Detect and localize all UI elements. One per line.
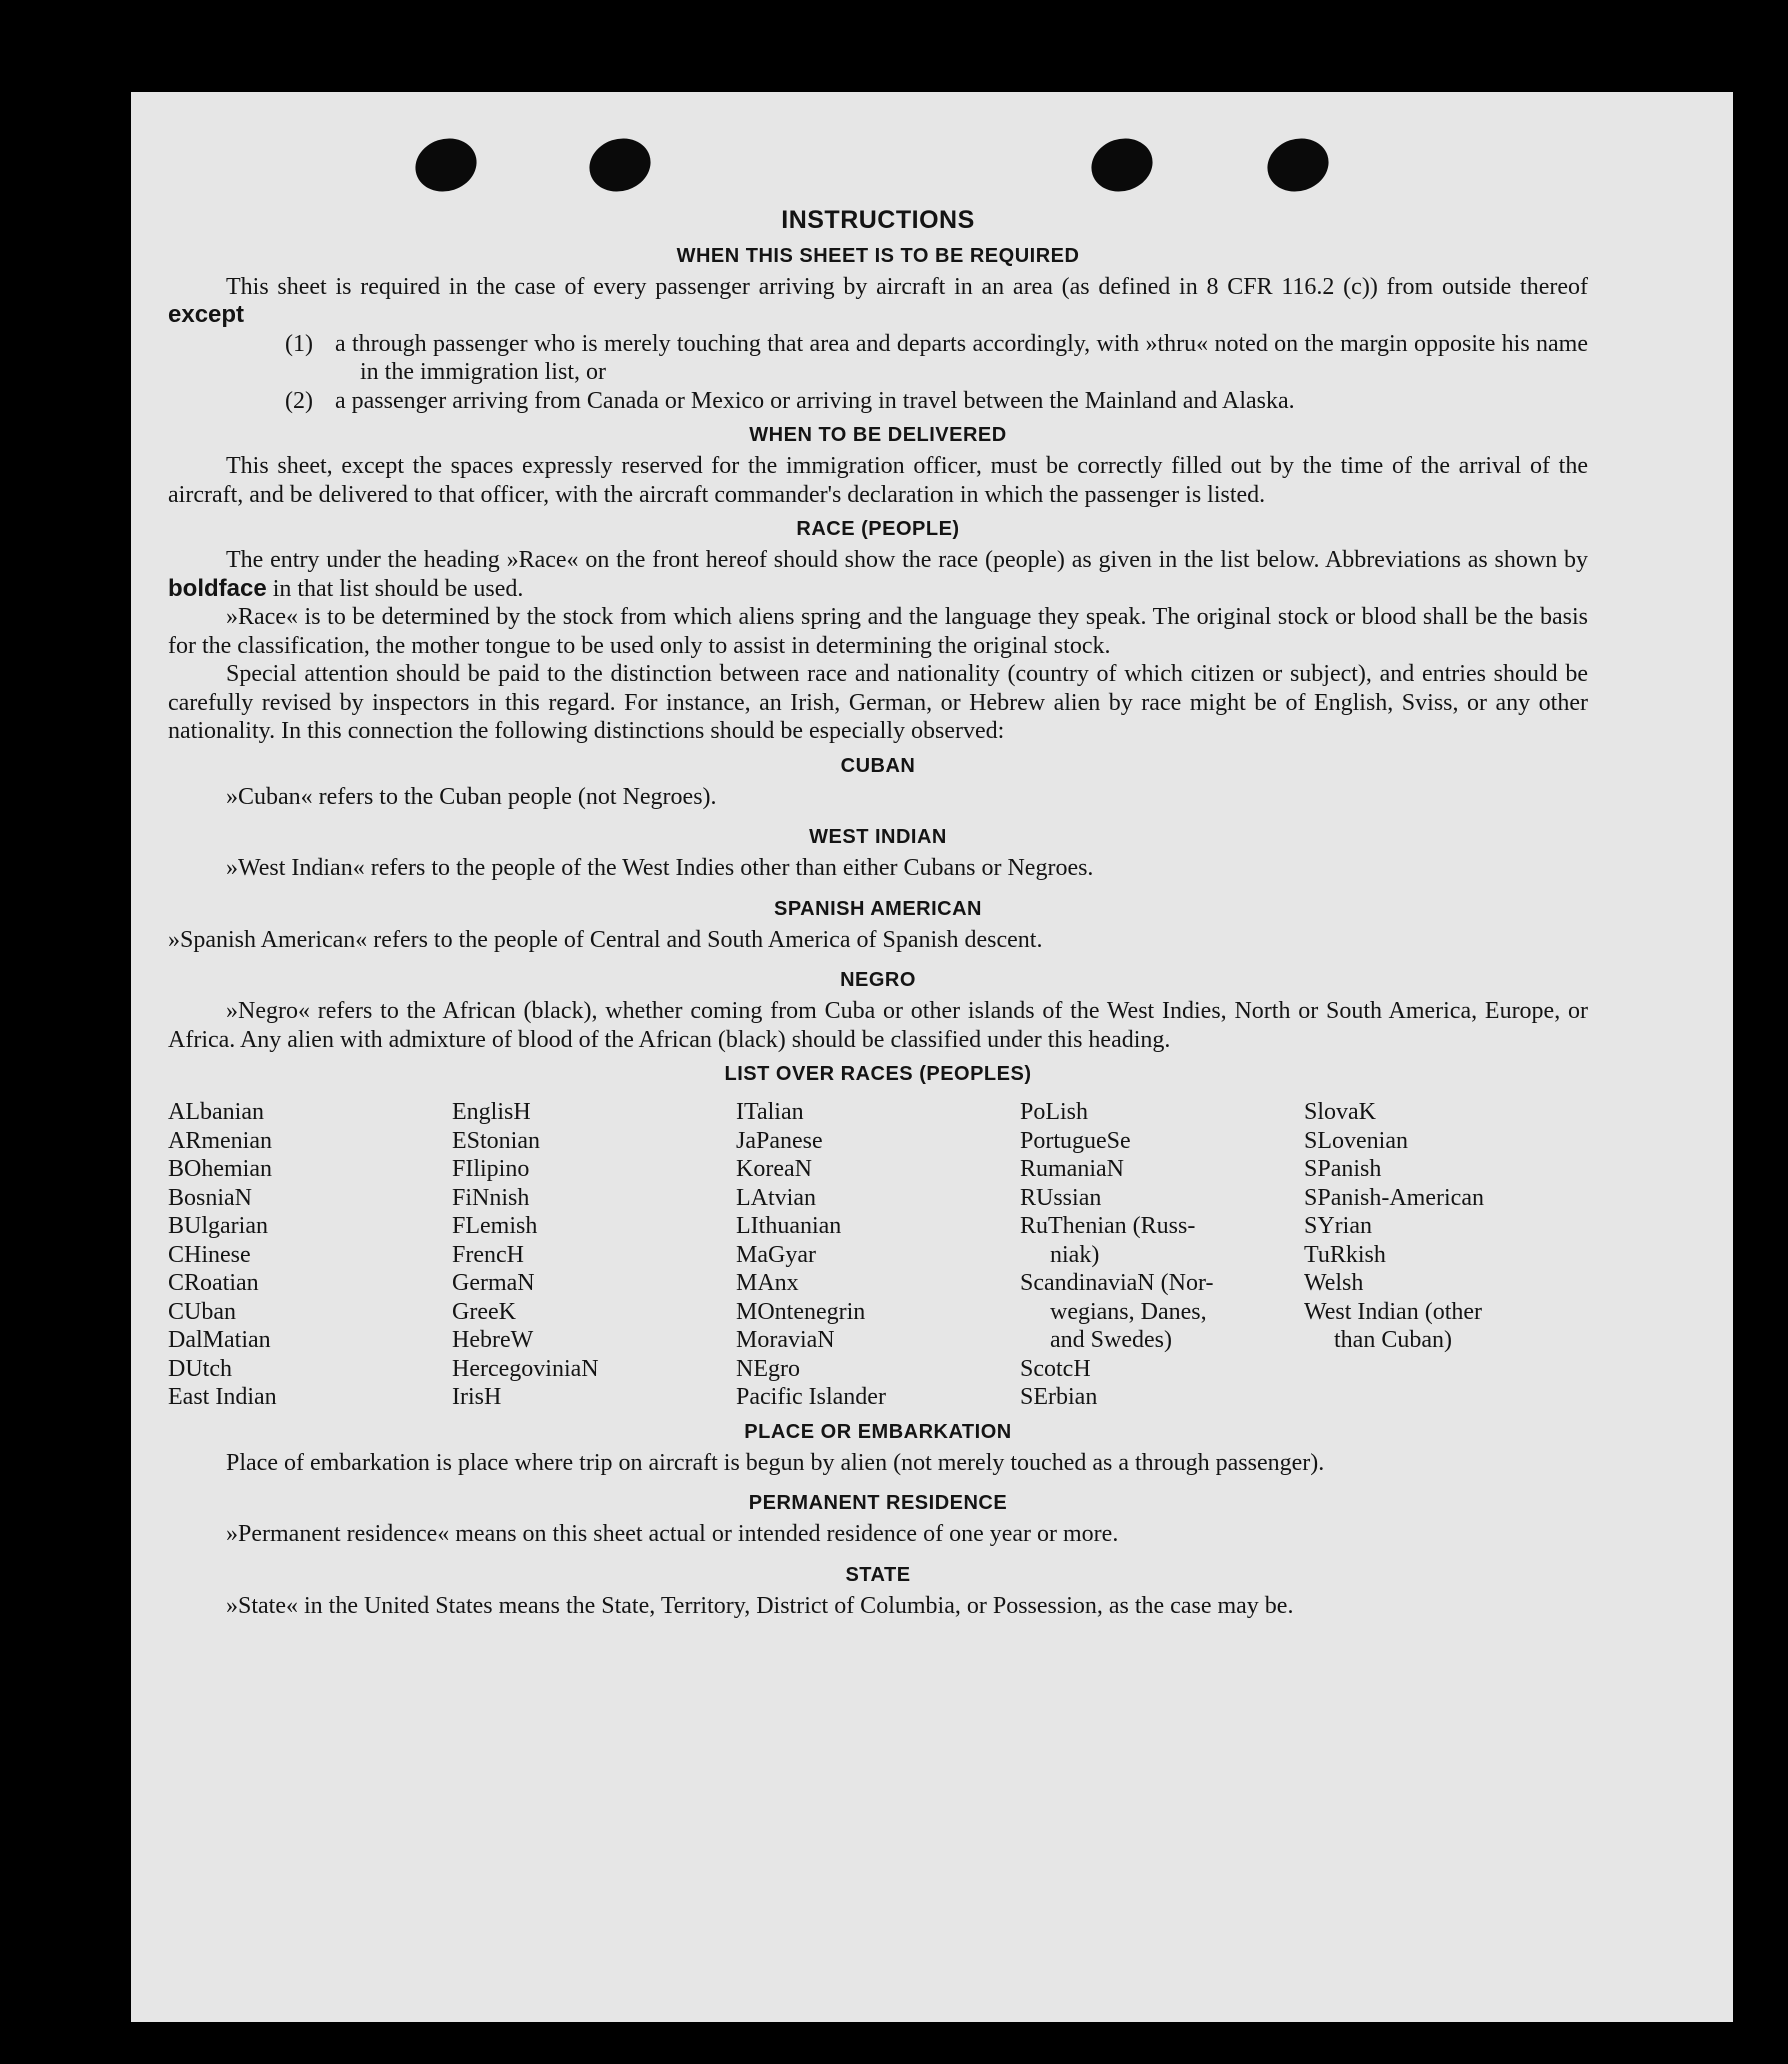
race-item: ARmenian xyxy=(168,1127,272,1154)
race-item: BOhemian xyxy=(168,1156,272,1182)
page-title: INSTRUCTIONS xyxy=(781,206,975,234)
race-column-2 xyxy=(452,1098,736,1412)
punch-hole-4 xyxy=(1260,131,1335,200)
west-indian-text: »West Indian« refers to the people of the West Indies other than either Cubans or Negroes. xyxy=(226,855,1094,881)
document-sheet xyxy=(131,92,1733,2022)
race-item-continuation: and Swedes) xyxy=(1050,1327,1172,1353)
race-item: NEgro xyxy=(736,1355,800,1382)
race-item: Welsh xyxy=(1304,1270,1364,1296)
race-item: PortugueSe xyxy=(1020,1127,1131,1154)
heading-permanent-residence: PERMANENT RESIDENCE xyxy=(748,1492,1008,1514)
race-item-continuation: than Cuban) xyxy=(1334,1327,1452,1353)
race-item: LIthuanian xyxy=(736,1213,842,1239)
residence-text: »Permanent residence« means on this sheet actual or intended residence of one year or more. xyxy=(226,1521,1119,1547)
race-paragraph-2: »Race« is to be determined by the stock from which aliens spring and the language they speak. The original stock or blood shall be the basis for the classification, the mother tongue to be used only to assist in determining the original stock. xyxy=(168,604,1588,659)
race-item: ScotcH xyxy=(1020,1355,1091,1382)
race-item: IrisH xyxy=(452,1384,502,1410)
race-item: East Indian xyxy=(168,1384,277,1410)
race-list xyxy=(168,1098,1588,1412)
race-item: HebreW xyxy=(452,1327,534,1353)
race-item: RUssian xyxy=(1020,1184,1102,1211)
race-item: SErbian xyxy=(1020,1384,1098,1410)
embarkation-text: Place of embarkation is place where trip on aircraft is begun by alien (not merely touched as a through passenger). xyxy=(226,1449,1325,1476)
race-item: ITalian xyxy=(736,1099,804,1125)
race-item: TuRkish xyxy=(1304,1241,1386,1268)
race-paragraph-1: The entry under the heading »Race« on the front hereof should show the race (people) as given in the list below. Abbreviations as shown by boldface in that list should be used. xyxy=(168,547,1588,602)
race-item: FLemish xyxy=(452,1213,538,1239)
race-item: Pacific Islander xyxy=(736,1384,886,1410)
heading-spanish-american: SPANISH AMERICAN xyxy=(773,897,982,920)
cuban-text: »Cuban« refers to the Cuban people (not Negroes). xyxy=(226,783,717,810)
race-item: SLovenian xyxy=(1304,1127,1408,1154)
race-item: PoLish xyxy=(1020,1099,1089,1125)
heading-when-delivered: WHEN TO BE DELIVERED xyxy=(749,424,1007,446)
delivered-text: This sheet, except the spaces expressly reserved for the immigration officer, must be correctly filled out by the time of the arrival of the aircraft, and be delivered to that officer, with the aircraft commander's declaration in which the passenger is listed. xyxy=(168,453,1588,508)
race-column-3 xyxy=(736,1098,1020,1412)
heading-embarkation: PLACE OR EMBARKATION xyxy=(744,1420,1012,1443)
race-item: ScandinaviaN (Nor- xyxy=(1020,1270,1214,1296)
race-item: RumaniaN xyxy=(1020,1156,1124,1182)
spanish-american-text: »Spanish American« refers to the people of Central and South America of Spanish descent. xyxy=(168,926,1043,953)
state-text: »State« in the United States means the State, Territory, District of Columbia, or Possession, as the case may be. xyxy=(226,1592,1294,1619)
race-item: BosniaN xyxy=(168,1184,252,1211)
heading-state: STATE xyxy=(845,1563,911,1586)
punch-hole-1 xyxy=(408,131,483,200)
race-item: GreeK xyxy=(452,1298,516,1325)
instructions-content xyxy=(168,206,1588,1620)
race-item: HercegoviniaN xyxy=(452,1355,599,1382)
race-item: DUtch xyxy=(168,1355,232,1382)
required-intro: This sheet is required in the case of every passenger arriving by aircraft in an area (as defined in 8 CFR 116.2 (c)) from outside thereof except xyxy=(168,273,1588,328)
race-item: SPanish-American xyxy=(1304,1184,1484,1211)
punch-hole-2 xyxy=(582,131,657,200)
race-item: CRoatian xyxy=(168,1270,259,1296)
race-item: DalMatian xyxy=(168,1327,271,1353)
boldface-word: boldface xyxy=(168,574,267,602)
heading-cuban: CUBAN xyxy=(840,754,916,777)
race-item: EStonian xyxy=(452,1127,540,1154)
race-item: SlovaK xyxy=(1304,1099,1376,1125)
race-item: West Indian (other xyxy=(1304,1298,1483,1325)
race-item: GermaN xyxy=(452,1270,535,1296)
race-item: SPanish xyxy=(1304,1156,1382,1182)
race-item: FIlipino xyxy=(452,1156,530,1182)
race-item: CHinese xyxy=(168,1241,251,1268)
race-item: MoraviaN xyxy=(736,1327,835,1353)
race-item: RuThenian (Russ- xyxy=(1020,1213,1196,1239)
race-item: JaPanese xyxy=(736,1127,823,1154)
race-column-4 xyxy=(1020,1098,1304,1412)
race-item: EnglisH xyxy=(452,1099,531,1125)
race-item: SYrian xyxy=(1304,1213,1372,1239)
race-column-1 xyxy=(168,1098,452,1412)
heading-when-required: WHEN THIS SHEET IS TO BE REQUIRED xyxy=(676,244,1080,267)
race-item: MAnx xyxy=(736,1270,799,1296)
heading-west-indian: WEST INDIAN xyxy=(809,826,947,848)
required-item-2: (2) a passenger arriving from Canada or Mexico or arriving in travel between the Mainland and Alaska. xyxy=(285,387,1295,414)
race-item: BUlgarian xyxy=(168,1213,268,1239)
race-item: MOntenegrin xyxy=(736,1298,866,1325)
heading-negro: NEGRO xyxy=(840,969,916,991)
race-item-continuation: niak) xyxy=(1050,1241,1100,1268)
race-item: LAtvian xyxy=(736,1184,816,1211)
race-item: ALbanian xyxy=(168,1099,264,1125)
race-paragraph-3: Special attention should be paid to the distinction between race and nationality (country of which citizen or subject), and entries should be carefully revised by inspectors in this regard. For instance, an Irish, German, or Hebrew alien by race might be of English, Sviss, or any other nationality. In this connection the following distinctions should be especially observed: xyxy=(168,661,1588,744)
negro-text: »Negro« refers to the African (black), whether coming from Cuba or other islands of the West Indies, North or South America, Europe, or Africa. Any alien with admixture of blood of the African (black) should be classified under this heading. xyxy=(168,998,1588,1053)
race-item-continuation: wegians, Danes, xyxy=(1050,1298,1207,1325)
race-item: MaGyar xyxy=(736,1241,816,1268)
race-item: KoreaN xyxy=(736,1156,812,1182)
required-item-1: (1) a through passenger who is merely touching that area and departs accordingly, with »thru« noted on the margin opposite his name in the immigration list, or xyxy=(285,330,1588,385)
race-item: FiNnish xyxy=(452,1184,530,1211)
heading-race: RACE (PEOPLE) xyxy=(796,518,960,540)
race-item: CUban xyxy=(168,1298,236,1325)
race-item: FrencH xyxy=(452,1241,524,1268)
heading-race-list: LIST OVER RACES (PEOPLES) xyxy=(724,1063,1032,1085)
punch-hole-3 xyxy=(1084,131,1159,200)
except-bold: except xyxy=(168,301,245,328)
race-column-5 xyxy=(1304,1098,1588,1412)
